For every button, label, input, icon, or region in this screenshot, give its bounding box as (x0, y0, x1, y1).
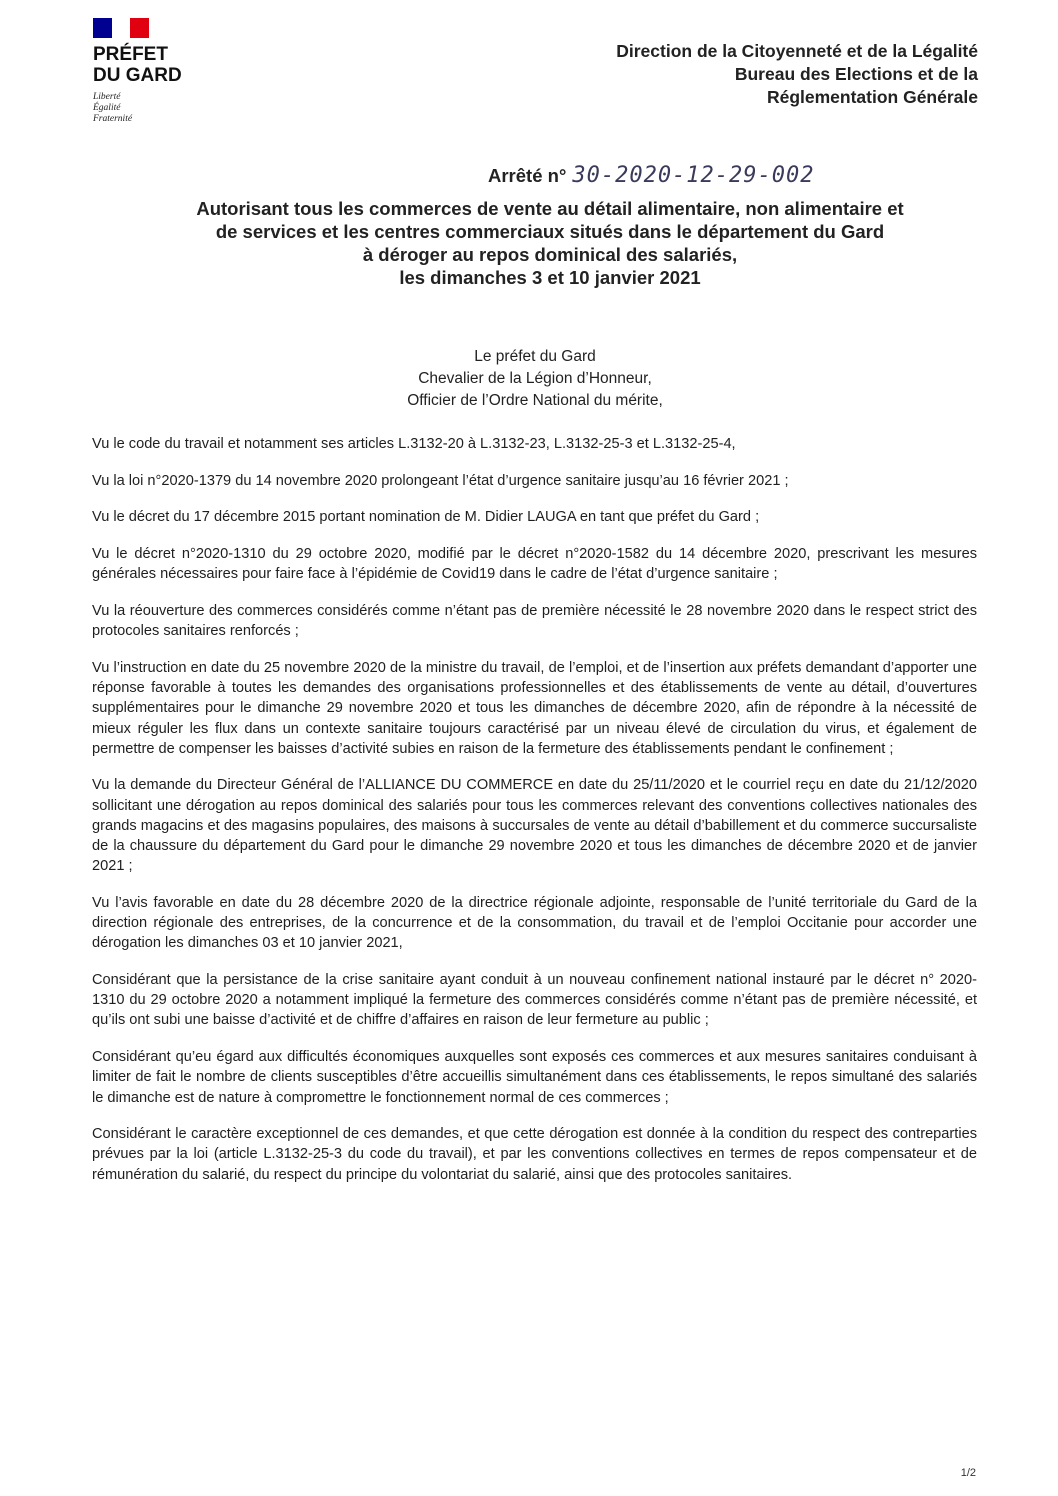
direction-line: Bureau des Elections et de la (734, 64, 978, 84)
decree-body (92, 434, 977, 1201)
signatory-line: Le préfet du Gard (474, 348, 596, 365)
logo-line-2: DU GARD (93, 65, 182, 86)
signatory-block (315, 346, 755, 412)
recital-paragraph: Vu l’instruction en date du 25 novembre 2020 de la ministre du travail, de l’emploi, et de l’insertion aux préfets demandant d’apporter une réponse favorable à toutes les demandes des organisations professionnelles et des établissements de vente au détail, d’ouvertures supplémentaires pour le dimanche 29 novembre 2020 et tous les dimanches de décembre 2020, afin de répondre à la nécessité de mieux réguler les flux dans un contexte sanitaire toujours caractérisé par un niveau élevé de circulation du virus, et également de permettre de compenser les baisses d’activité subies en raison de la fermeture des établissements pendant le confinement ; (92, 659, 977, 757)
motto-line: Égalité (93, 103, 121, 113)
decree-title (90, 197, 1010, 289)
motto-line: Fraternité (93, 114, 133, 124)
prefecture-logo (93, 18, 213, 125)
title-line: Autorisant tous les commerces de vente au détail alimentaire, non alimentaire et (196, 198, 904, 219)
title-line: de services et les centres commerciaux situés dans le département du Gard (215, 221, 885, 242)
considering-paragraph: Considérant que la persistance de la crise sanitaire ayant conduit à un nouveau confinement national instauré par le décret n° 2020-1310 du 29 octobre 2020 a notamment impliqué la fermeture des commerces considérés comme n’étant pas de première nécessité, et qu’ils ont subi une baisse d’activité et de chiffre d’affaires en raison de leur fermeture au public ; (92, 972, 977, 1029)
logo-text (93, 44, 213, 86)
considering-paragraph: Considérant le caractère exceptionnel de ces demandes, et que cette dérogation est donnée à la condition du respect des contreparties prévues par la loi (article L.3132-25-3 du code du travail), et par les conventions collectives en termes de repos compensateur et de rémunération du salarié, du respect du principe du volontariat du salarié, ainsi que des protocoles sanitaires. (92, 1126, 977, 1183)
direction-line: Réglementation Générale (766, 87, 978, 107)
recital-paragraph: Vu le code du travail et notamment ses articles L.3132-20 à L.3132-23, L.3132-25-3 et L.3132-25-4, (92, 436, 736, 452)
recital-paragraph: Vu le décret du 17 décembre 2015 portant nomination de M. Didier LAUGA en tant que préfet du Gard ; (92, 509, 760, 526)
french-flag-icon (93, 18, 149, 38)
recital-paragraph: Vu la réouverture des commerces considérés comme n’étant pas de première nécessité le 28 novembre 2020 dans le respect strict des protocoles sanitaires renforcés ; (92, 603, 977, 640)
issuing-department (616, 40, 978, 109)
decree-number-line (488, 163, 815, 188)
republic-motto (93, 92, 213, 125)
recital-paragraph: Vu l’avis favorable en date du 28 décembre 2020 de la directrice régionale adjointe, responsable de l’unité territoriale du Gard de la direction régionale des entreprises, de la concurrence et de la consommation, du travail et de l’emploi Occitanie pour accorder une dérogation les dimanches 03 et 10 janvier 2021, (92, 894, 977, 952)
motto-line: Liberté (93, 92, 121, 102)
decree-label: Arrêté n° (488, 165, 567, 186)
title-line: les dimanches 3 et 10 janvier 2021 (399, 267, 701, 288)
logo-line-1: PRÉFET (93, 44, 168, 65)
decree-number-handwritten: 30-2020-12-29-002 (572, 163, 815, 188)
direction-line: Direction de la Citoyenneté et de la Légalité (616, 41, 978, 61)
recital-paragraph: Vu le décret n°2020-1310 du 29 octobre 2020, modifié par le décret n°2020-1582 du 14 décembre 2020, prescrivant les mesures générales nécessaires pour faire face à l’épidémie de Covid19 dans le cadre de l’état d’urgence sanitaire ; (92, 546, 977, 583)
signatory-line: Officier de l’Ordre National du mérite, (407, 392, 663, 409)
recital-paragraph: Vu la loi n°2020-1379 du 14 novembre 2020 prolongeant l’état d’urgence sanitaire jusqu’au 16 février 2021 ; (92, 472, 789, 489)
signatory-line: Chevalier de la Légion d’Honneur, (418, 370, 652, 387)
page-number: 1/2 (960, 1467, 976, 1479)
considering-paragraph: Considérant qu’eu égard aux difficultés économiques auxquelles sont exposés ces commerces et aux mesures sanitaires conduisant à limiter de fait le nombre de clients susceptibles d’être accueillis simultanément dans ces établissements, le repos simultané des salariés le dimanche est de nature à compromettre le fonctionnement normal de ces commerces ; (92, 1049, 977, 1106)
recital-paragraph: Vu la demande du Directeur Général de l’ALLIANCE DU COMMERCE en date du 25/11/2020 et le courriel reçu en date du 21/12/2020 sollicitant une dérogation au repos dominical des salariés pour tous les commerces relevant des conventions collectives nationales des grands magacins et des magasins populaires, des maisons à succursales de vente au détail d’babillement et du commerce succursaliste de la chaussure du département du Gard pour le dimanche 29 novembre 2020 et tous les dimanches de décembre 2020 et de janvier 2021 ; (92, 777, 977, 875)
title-line: à déroger au repos dominical des salariés, (362, 244, 738, 265)
